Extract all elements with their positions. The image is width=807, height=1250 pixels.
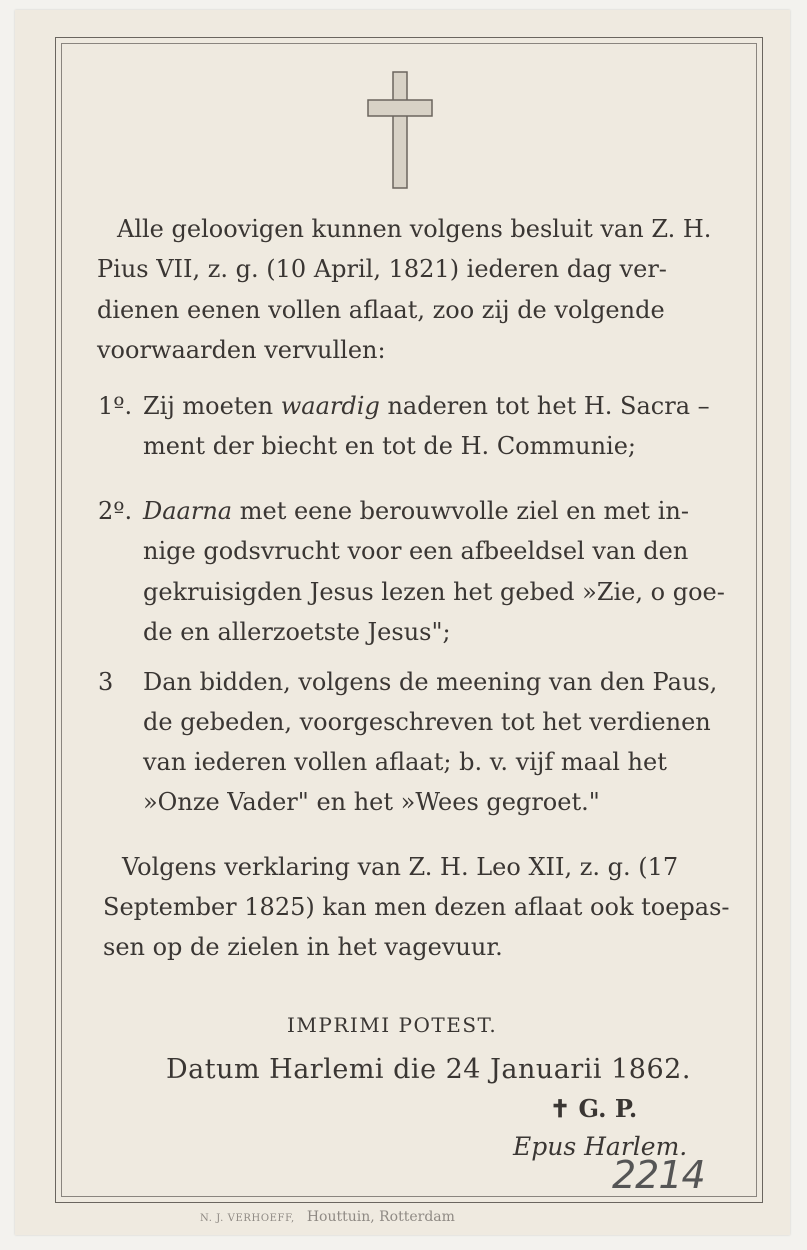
text-run: dienen eenen vollen aflaat, zoo zij de volgende: [97, 296, 665, 324]
bishop-title: Epus Harlem.: [513, 1132, 688, 1161]
text-run: de gebeden, voorgeschreven tot het verdienen: [143, 708, 711, 736]
item-line: [143, 708, 711, 736]
item-line: [143, 497, 689, 525]
datum-line: Datum Harlemi die 24 Januarii 1862.: [166, 1054, 691, 1085]
handwritten-number: 2214: [612, 1153, 705, 1197]
text-run: September 1825) kan men dezen aflaat ook toepas-: [103, 893, 730, 921]
text-run: waardig: [280, 392, 380, 420]
closing-line: [103, 893, 730, 921]
text-run: nige godsvrucht voor een afbeeldsel van den: [143, 537, 689, 565]
bishop-initials: ✝ G. P.: [550, 1094, 638, 1123]
imprimi-potest: IMPRIMI POTEST.: [287, 1013, 498, 1037]
printer-address: Houttuin, Rotterdam: [306, 1209, 455, 1225]
closing-line: [103, 933, 503, 961]
item-number: 3: [98, 668, 114, 696]
item-line: [143, 748, 667, 776]
item-line: [143, 788, 600, 816]
latin-cross-icon: [365, 70, 435, 192]
text-run: voorwaarden vervullen:: [97, 336, 386, 364]
text-run: met eene berouwvolle ziel en met in-: [232, 497, 689, 525]
item-line: [143, 432, 636, 460]
text-run: »Onze Vader" en het »Wees gegroet.": [143, 788, 600, 816]
text-run: naderen tot het H. Sacra –: [379, 392, 710, 420]
item-line: [143, 392, 710, 420]
item-line: [143, 668, 717, 696]
text-run: Zij moeten: [143, 392, 281, 420]
text-run: ment der biecht en tot de H. Communie;: [143, 432, 637, 460]
item-line: [143, 618, 451, 646]
text-run: van iederen vollen aflaat; b. v. vijf maal het: [143, 748, 667, 776]
text-run: Dan bidden, volgens de meening van den Paus,: [143, 668, 718, 696]
intro-line: [117, 215, 711, 243]
closing-line: [122, 853, 678, 881]
item-line: [143, 537, 688, 565]
item-number: 1º.: [98, 392, 133, 420]
item-number: 2º.: [98, 497, 133, 525]
printer-name: N. J. VERHOEFF,: [200, 1213, 295, 1224]
text-run: Alle geloovigen kunnen volgens besluit van Z. H.: [117, 215, 712, 243]
printer-imprint: [200, 1209, 455, 1225]
intro-line: [97, 255, 667, 283]
intro-line: [97, 336, 386, 364]
text-run: Volgens verklaring van Z. H. Leo XII, z. g. (17: [122, 853, 679, 881]
text-run: Daarna: [143, 497, 233, 525]
text-run: sen op de zielen in het vagevuur.: [103, 933, 503, 961]
item-line: [143, 578, 725, 606]
text-run: de en allerzoetste Jesus";: [143, 618, 451, 646]
text-run: Pius VII, z. g. (10 April, 1821) iederen dag ver-: [97, 255, 667, 283]
text-run: gekruisigden Jesus lezen het gebed »Zie, o goe-: [143, 578, 725, 606]
intro-line: [97, 296, 665, 324]
